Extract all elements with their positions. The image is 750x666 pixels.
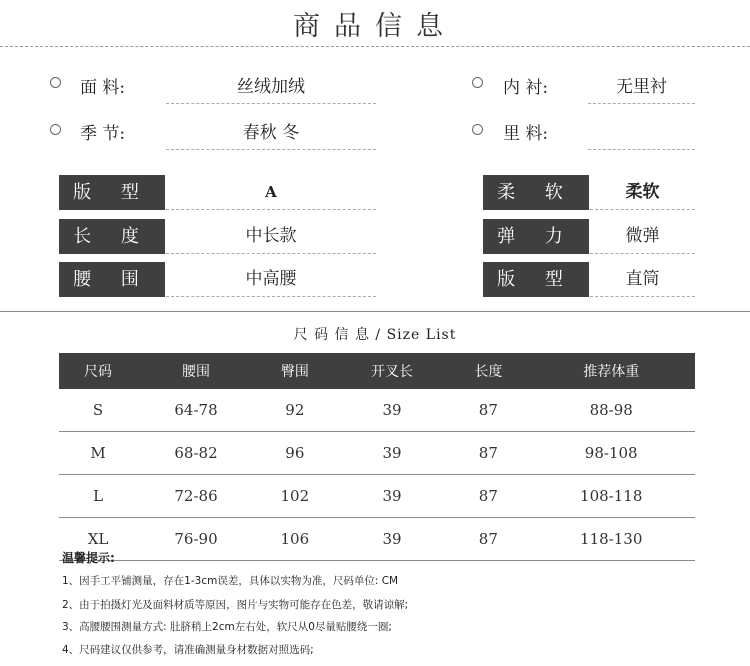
section-divider [0, 311, 750, 312]
table-row [59, 389, 695, 432]
table-row [59, 518, 695, 561]
table-row [59, 432, 695, 475]
table-cell: 108-118 [527, 475, 695, 518]
table-cell: 76-90 [137, 518, 255, 561]
table-cell: 39 [335, 389, 450, 432]
cut-value: 直筒 [590, 262, 695, 297]
fit-value: A [166, 175, 376, 210]
table-cell: M [59, 432, 137, 475]
table-cell: 87 [449, 475, 527, 518]
table-cell: 92 [255, 389, 335, 432]
table-cell: XL [59, 518, 137, 561]
lining-value: 无里衬 [588, 72, 695, 104]
table-cell: 39 [335, 475, 450, 518]
cut-label: 版 型 [483, 262, 589, 297]
size-table [59, 353, 695, 561]
table-header: 臀围 [255, 353, 335, 389]
table-cell: 39 [335, 432, 450, 475]
note-item: 3、高腰腰围测量方式: 肚脐稍上2cm左右处，软尺从0尽量贴腰绕一圈; [62, 621, 392, 633]
table-cell: 106 [255, 518, 335, 561]
fabric-value: 丝绒加绒 [166, 72, 376, 104]
table-cell: 87 [449, 389, 527, 432]
inner-fabric-label: 里 料: [503, 124, 549, 144]
table-cell: 87 [449, 432, 527, 475]
table-cell: 98-108 [527, 432, 695, 475]
table-cell: 68-82 [137, 432, 255, 475]
size-list-title: 尺 码 信 息 / Size List [293, 327, 457, 343]
table-header: 开叉长 [335, 353, 450, 389]
table-header: 尺码 [59, 353, 137, 389]
header-divider [0, 46, 750, 47]
table-header: 长度 [449, 353, 527, 389]
table-header-row [59, 353, 695, 389]
table-header: 腰围 [137, 353, 255, 389]
table-cell: 64-78 [137, 389, 255, 432]
length-label: 长 度 [59, 219, 165, 254]
waist-value: 中高腰 [166, 262, 376, 297]
bullet-icon [50, 124, 61, 135]
note-item: 2、由于拍摄灯光及面料材质等原因，图片与实物可能存在色差，敬请谅解; [62, 599, 409, 611]
table-cell: S [59, 389, 137, 432]
table-cell: 96 [255, 432, 335, 475]
table-cell: 88-98 [527, 389, 695, 432]
table-cell: 72-86 [137, 475, 255, 518]
fit-label: 版 型 [59, 175, 165, 210]
softness-label: 柔 软 [483, 175, 589, 210]
table-cell: 87 [449, 518, 527, 561]
table-header: 推荐体重 [527, 353, 695, 389]
table-cell: L [59, 475, 137, 518]
season-value: 春秋 冬 [166, 118, 376, 150]
bullet-icon [472, 124, 483, 135]
elasticity-label: 弹 力 [483, 219, 589, 254]
bullet-icon [472, 77, 483, 88]
bullet-icon [50, 77, 61, 88]
notes-title: 温馨提示: [62, 551, 115, 565]
table-cell: 118-130 [527, 518, 695, 561]
waist-label: 腰 围 [59, 262, 165, 297]
season-label: 季 节: [80, 124, 126, 144]
elasticity-value: 微弹 [590, 219, 695, 254]
table-cell: 39 [335, 518, 450, 561]
note-item: 1、因手工平铺测量，存在1-3cm误差，具体以实物为准，尺码单位: CM [62, 575, 399, 587]
softness-value: 柔软 [590, 175, 695, 210]
table-row [59, 475, 695, 518]
fabric-label: 面 料: [80, 78, 126, 98]
lining-label: 内 衬: [503, 78, 549, 98]
note-item: 4、尺码建议仅供参考，请准确测量身材数据对照选码; [62, 644, 314, 656]
inner-fabric-value [588, 118, 695, 150]
length-value: 中长款 [166, 219, 376, 254]
page-title: 商品信息 [293, 11, 457, 42]
table-cell: 102 [255, 475, 335, 518]
